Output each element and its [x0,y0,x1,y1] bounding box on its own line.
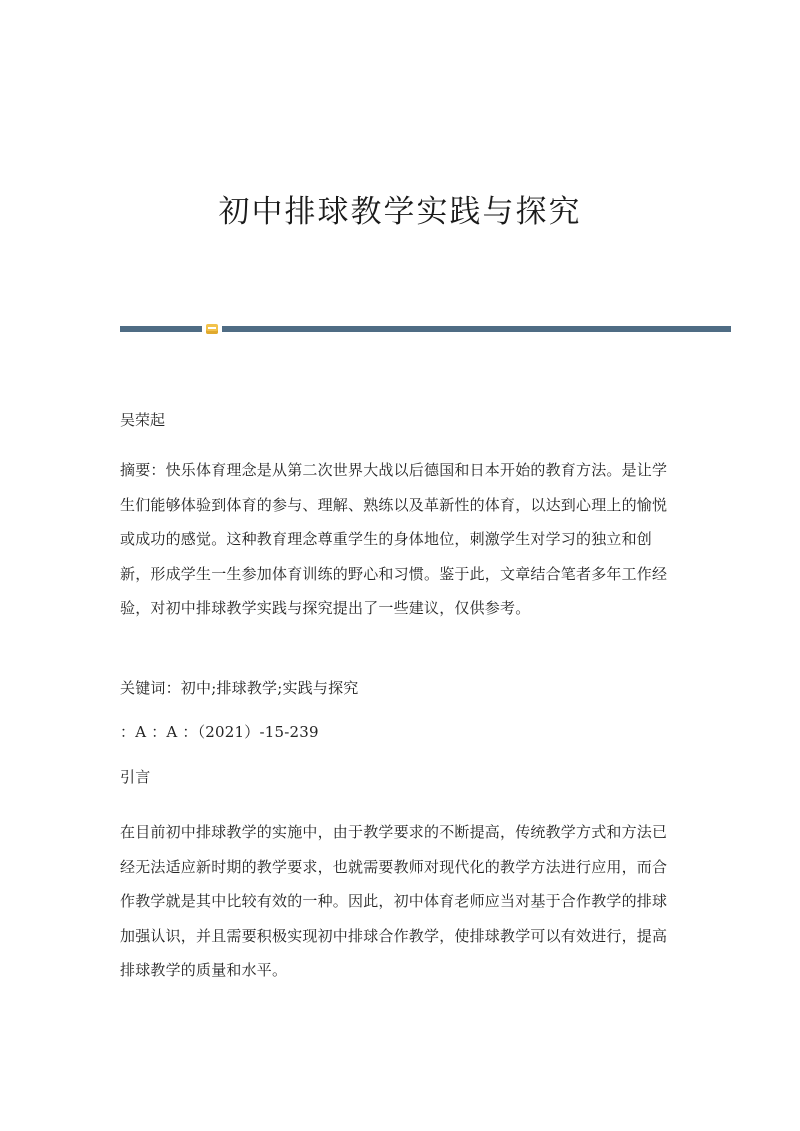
divider-ornament-icon [206,324,218,334]
divider-bar-right [222,326,731,332]
intro-heading: 引言 [120,768,151,786]
page-title: 初中排球教学实践与探究 [218,194,582,230]
abstract-paragraph: 摘要：快乐体育理念是从第二次世界大战以后德国和日本开始的教育方法。是让学生们能够体验到体育的参与、理解、熟练以及革新性的体育，以达到心理上的愉悦或成功的感觉。这种教育理念尊重学生的身体地位，刺激学生对学习的独立和创新，形成学生一生参加体育训练的野心和习惯。鉴于此，文章结合笔者多年工作经验，对初中排球教学实践与探究提出了一些建议，仅供参考。 [120,461,668,617]
title-divider [120,324,731,334]
author-name: 吴荣起 [120,411,166,429]
intro-paragraph: 在目前初中排球教学的实施中，由于教学要求的不断提高，传统教学方式和方法已经无法适应新时期的教学要求，也就需要教师对现代化的教学方法进行应用，而合作教学就是其中比较有效的一种。因此，初中体育老师应当对基于合作教学的排球加强认识，并且需要积极实现初中排球合作教学，使排球教学可以有效进行，提高排球教学的质量和水平。 [120,823,668,979]
divider-bar-left [120,326,202,332]
classification-line: ：A ：A ：（2021）-15-239 [120,723,319,741]
keywords-line: 关键词：初中;排球教学;实践与探究 [120,679,359,697]
